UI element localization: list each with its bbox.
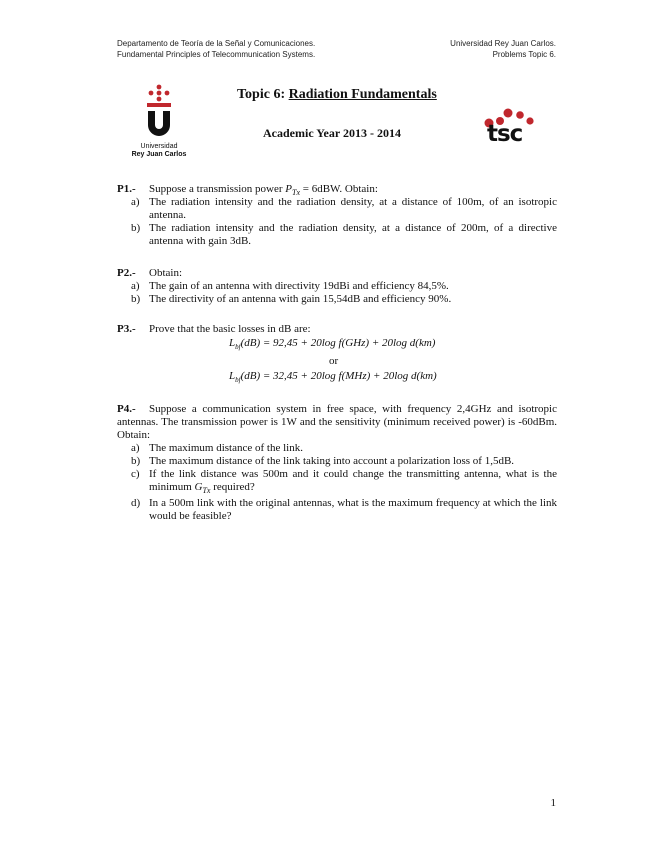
urjc-logo-text (118, 143, 200, 159)
problem-1-label: P1.- (117, 183, 136, 195)
formula-or: or (329, 355, 339, 367)
problem-1-intro-b: = 6dBW. Obtain: (300, 183, 378, 195)
page-title (237, 87, 457, 103)
problem-2 (117, 267, 557, 306)
problem-2b-label: b) (131, 293, 141, 305)
problem-4-intro-text: Suppose a communication system in free space, with frequency 2,4GHz and isotropic antennas. The transmission power is 1W and the sensitivity (minimum received power) is -60dBm. Obtain: (117, 403, 557, 441)
urjc-logo-line2: Rey Juan Carlos (131, 151, 187, 158)
header-university: Universidad Rey Juan Carlos. (450, 39, 556, 48)
problem-4b-text: The maximum distance of the link taking into account a polarization loss of 1,5dB. (149, 455, 515, 467)
formula-ghz-expression: (dB) = 92,45 + 20log f(GHz) + 20log d(km) (240, 337, 436, 349)
problem-4c-label: c) (131, 468, 140, 480)
problem-4b-label: b) (131, 455, 141, 467)
formula-mhz-symbol: L (229, 370, 236, 382)
header-topic: Problems Topic 6. (492, 50, 556, 59)
problem-2b-text: The directivity of an antenna with gain 15,54dB and efficiency 90%. (149, 293, 452, 305)
problem-4c-subscript: Tx (202, 486, 211, 496)
problem-4a-label: a) (131, 442, 140, 454)
problem-1-intro-a: Suppose a transmission power (149, 183, 286, 195)
problem-3 (117, 323, 557, 336)
tsc-logo (483, 106, 543, 152)
problem-4d-text: In a 500m link with the original antennas, what is the maximum frequency at which the link would be feasible? (149, 497, 557, 523)
urjc-emblem-icon (118, 82, 200, 138)
header-right (380, 38, 556, 60)
problem-1a-label: a) (131, 196, 140, 208)
page-number: 1 (550, 797, 556, 809)
problem-1a-text: The radiation intensity and the radiation density, at a distance of 100m, of an isotropic antenna. (149, 196, 557, 221)
problem-2-intro: Obtain: (149, 267, 182, 279)
problem-2a-text: The gain of an antenna with directivity 19dBi and efficiency 84,5%. (149, 280, 449, 292)
header-course: Fundamental Principles of Telecommunication Systems. (117, 50, 316, 59)
formula-mhz-subscript: bf (235, 376, 241, 385)
problem-1 (117, 183, 557, 248)
problem-1b-label: b) (131, 222, 141, 234)
problem-2a-label: a) (131, 280, 140, 292)
problem-4-intro (117, 403, 557, 442)
tsc-logo-text: tsc (487, 121, 523, 147)
problem-4d-label: d) (131, 497, 141, 510)
formula-mhz (229, 370, 469, 384)
problem-4c-symbol: G (194, 481, 203, 493)
formula-ghz (229, 337, 469, 351)
problem-4a-text: The maximum distance of the link. (149, 442, 303, 454)
problem-3-label: P3.- (117, 323, 136, 335)
urjc-logo (118, 82, 200, 158)
formula-ghz-subscript: bf (235, 343, 241, 352)
problem-1-subscript: Tx (292, 188, 300, 198)
problem-4 (117, 403, 557, 523)
problem-4-label: P4.- (117, 403, 136, 415)
academic-year: Academic Year 2013 - 2014 (263, 126, 401, 140)
header-department: Departamento de Teoría de la Señal y Comunicaciones. (117, 39, 316, 48)
formula-ghz-symbol: L (229, 337, 236, 349)
problem-1-symbol: P (285, 183, 292, 195)
header-left (117, 38, 377, 60)
formula-mhz-expression: (dB) = 32,45 + 20log f(MHz) + 20log d(km) (240, 370, 437, 382)
problem-4c-text-b: required? (210, 481, 255, 493)
title-name: Radiation Fundamentals (288, 87, 437, 102)
problem-4c-text-a: If the link distance was 500m and it could change the transmitting antenna, what is the minimum (149, 468, 557, 493)
problem-2-label: P2.- (117, 267, 136, 279)
problem-1b-text: The radiation intensity and the radiation density, at a distance of 200m, of a directive antenna with gain 3dB. (149, 222, 557, 247)
problem-3-intro: Prove that the basic losses in dB are: (149, 323, 311, 335)
problem-4c-text (149, 468, 557, 497)
urjc-logo-line1: Universidad (140, 143, 178, 150)
title-prefix: Topic 6: (237, 87, 289, 102)
